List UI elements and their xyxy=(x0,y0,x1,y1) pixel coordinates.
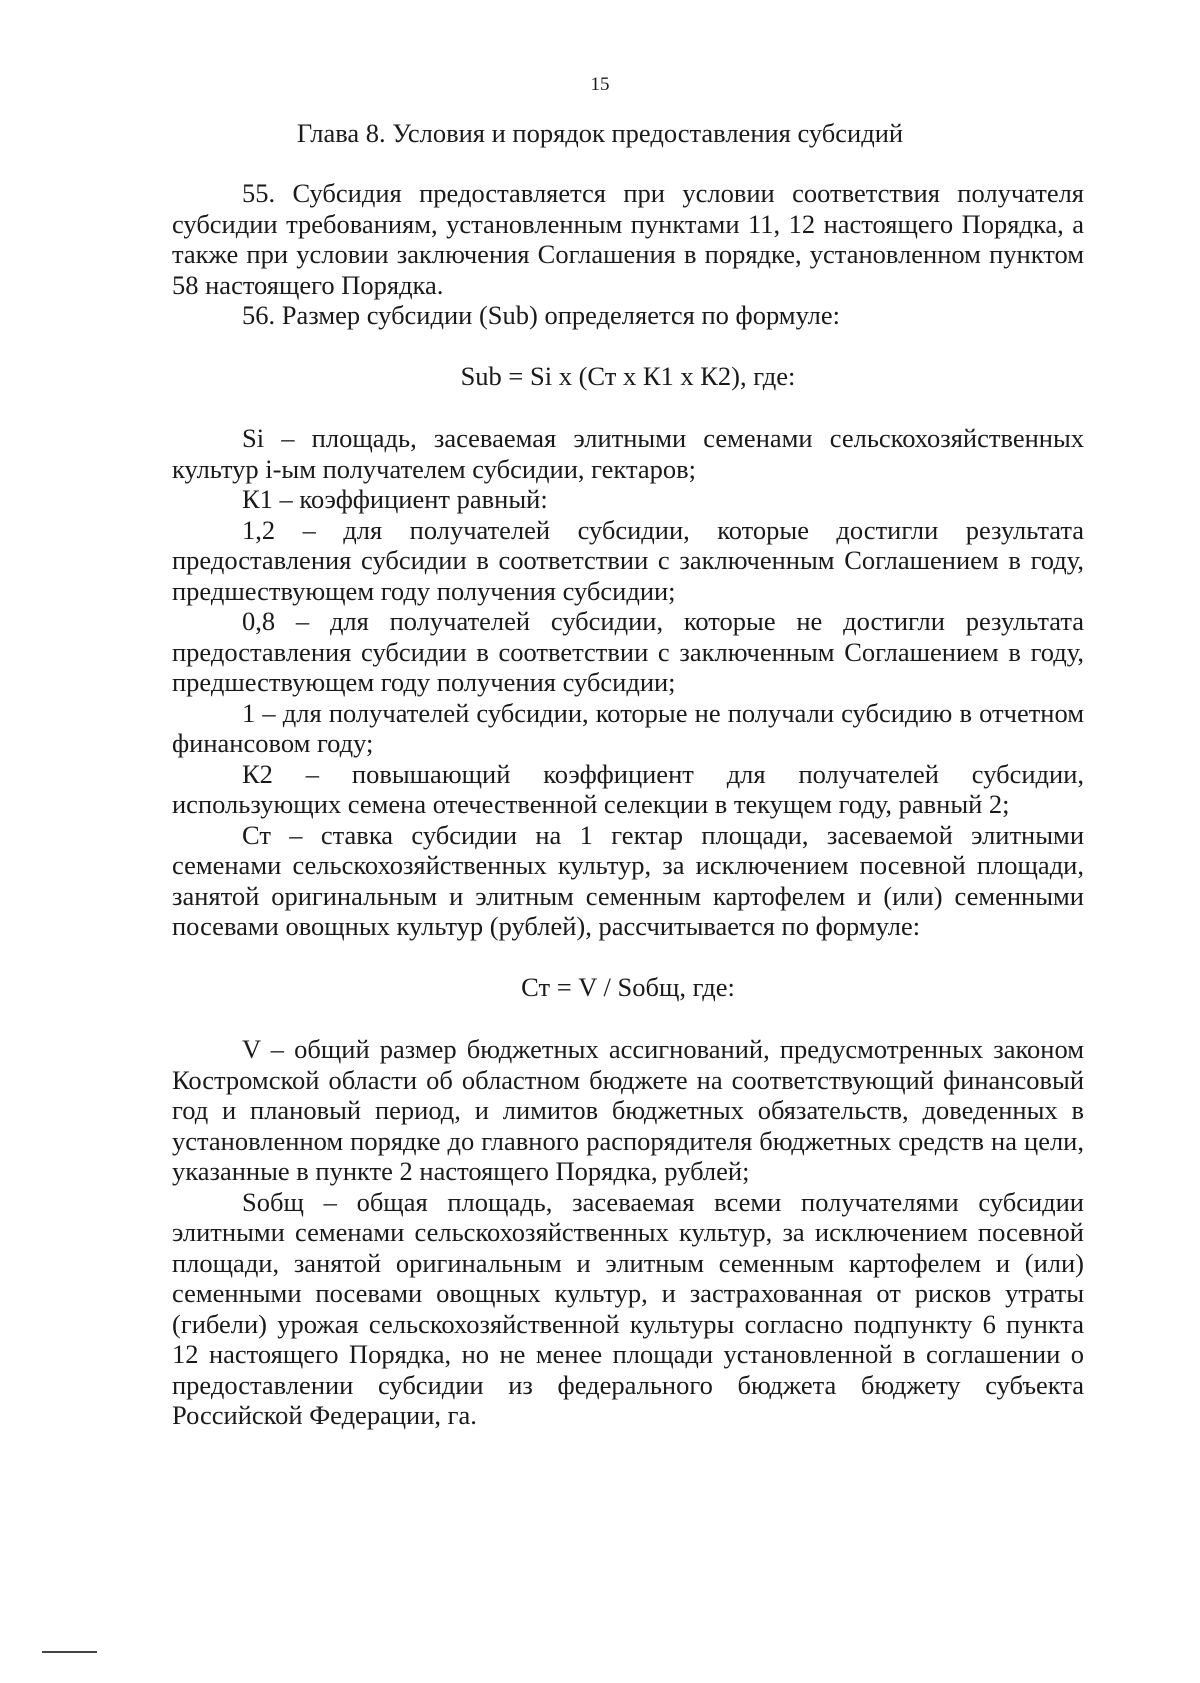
k1-value-1-2: 1,2 – для получателей субсидии, которые достигли результата предоставления субсидии в соответствии с заключенным Соглашением в году, предшествующем году получения субсидии; xyxy=(172,514,1084,606)
definition-k1: К1 – коэффициент равный: xyxy=(242,484,548,514)
page-number: 15 xyxy=(590,74,610,95)
k1-value-1: 1 – для получателей субсидии, которые не получали субсидию в отчетном финансовом году; xyxy=(172,697,1084,758)
definition-si: Si – площадь, засеваемая элитными семенами сельскохозяйственных культур i-ым получателем субсидии, гектаров; xyxy=(172,423,1084,484)
k1-value-0-8: 0,8 – для получателей субсидии, которые не достигли результата предоставления субсидии в соответствии с заключенным Соглашением в году, предшествующем году получения субсидии; xyxy=(172,606,1084,697)
paragraph-56: 56. Размер субсидии (Sub) определяется по формуле: xyxy=(242,300,840,330)
document-body xyxy=(172,178,1084,1431)
definition-v: V – общий размер бюджетных ассигнований, предусмотренных законом Костромской области об областном бюджете на соответствующий финансовый год и плановый период, и лимитов бюджетных обязательств, доведенных в установленном порядке до главного распорядителя бюджетных средств на цели, указанные в пункте 2 настоящего Порядка, рублей; xyxy=(172,1034,1084,1186)
formula-st: Ст = V / Sобщ, где: xyxy=(521,971,735,1002)
formula-sub: Sub = Si х (Ст х К1 х К2), где: xyxy=(460,360,796,391)
chapter-title: Глава 8. Условия и порядок предоставления субсидий xyxy=(296,118,904,148)
footer-divider xyxy=(42,1651,97,1653)
definition-k2: К2 – повышающий коэффициент для получателей субсидии, использующих семена отечественной селекции в текущем году, равный 2; xyxy=(172,758,1084,819)
definition-st: Ст – ставка субсидии на 1 гектар площади, засеваемой элитными семенами сельскохозяйственных культур, за исключением посевной площади, занятой оригинальным и элитным семенным картофелем и (или) семенными посевами овощных культур (рублей), рассчитывается по формуле: xyxy=(172,819,1084,941)
paragraph-55: 55. Субсидия предоставляется при условии соответствия получателя субсидии требованиям, установленным пунктами 11, 12 настоящего Порядка, а также при условии заключения Соглашения в порядке, установленном пунктом 58 настоящего Порядка. xyxy=(172,178,1084,300)
definition-sobsch: Sобщ – общая площадь, засеваемая всеми получателями субсидии элитными семенами сельскохозяйственных культур, за исключением посевной площади, занятой оригинальным и элитным семенным картофелем и (или) семенными посевами овощных культур, и застрахованная от рисков утраты (гибели) урожая сельскохозяйственной культуры согласно подпункту 6 пункта 12 настоящего Порядка, но не менее площади установленной в соглашении о предоставлении субсидии из федерального бюджета бюджету субъекта Российской Федерации, га. xyxy=(172,1186,1084,1430)
